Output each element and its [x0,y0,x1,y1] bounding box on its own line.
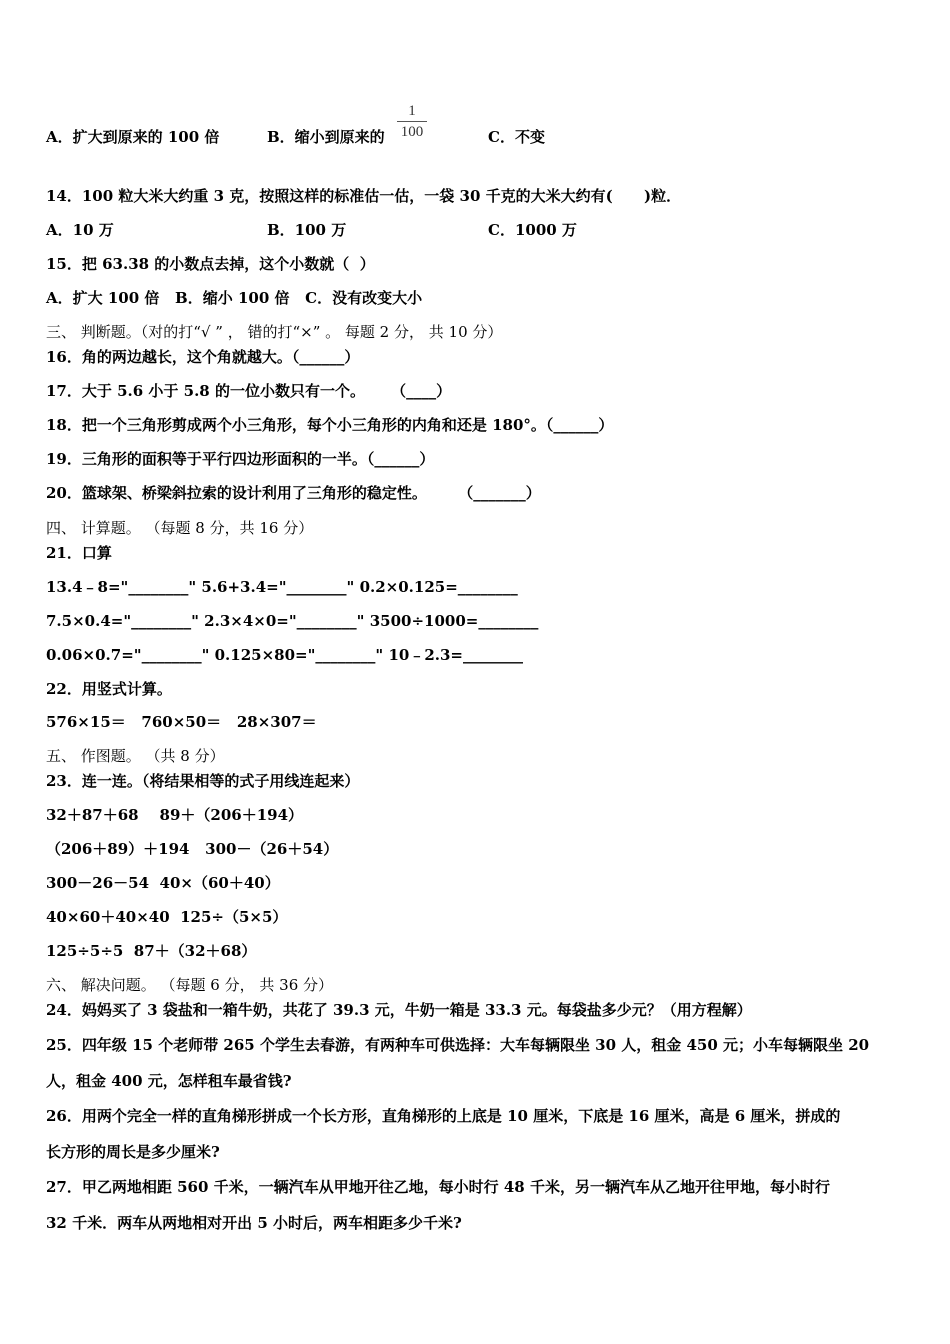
q21-row-1: 13.4﹣8="________" 5.6+3.4="________" 0.2×0.125=________ [46,578,518,596]
q15-options: A．扩大 100 倍 B．缩小 100 倍 C．没有改变大小 [46,289,423,307]
q14-option-c: C．1000 万 [488,221,577,239]
q19: 19．三角形的面积等于平行四边形面积的一半。（______） [46,450,435,468]
q21-title: 21．口算 [46,544,112,562]
q26-line-1: 26．用两个完全一样的直角梯形拼成一个长方形，直角梯形的上底是 10 厘米，下底是 16 厘米，高是 6 厘米，拼成的 [46,1107,841,1125]
q23-title: 23．连一连。（将结果相等的式子用线连起来） [46,772,360,790]
q13-option-b-fraction [397,102,427,141]
fraction-bar [397,121,427,122]
q23-row: 125÷5÷5 87＋（32＋68） [46,942,257,960]
q23-row: 300－26－54 40×（60＋40） [46,874,280,892]
q14-option-b: B．100 万 [267,221,347,239]
q27-line-1: 27．甲乙两地相距 560 千米，一辆汽车从甲地开往乙地，每小时行 48 千米，另一辆汽车从乙地开往甲地，每小时行 [46,1178,830,1196]
q22-title: 22．用竖式计算。 [46,680,172,698]
q13-option-b: B．缩小到原来的 [267,128,385,146]
q20: 20．篮球架、桥梁斜拉索的设计利用了三角形的稳定性。 （_______） [46,484,541,502]
q15-stem: 15．把 63.38 的小数点去掉，这个小数就（ ） [46,255,375,273]
section5-header: 五、 作图题。 （共 8 分） [46,747,225,765]
q27-line-2: 32 千米．两车从两地相对开出 5 小时后，两车相距多少千米? [46,1214,462,1232]
q14-stem: 14．100 粒大米大约重 3 克，按照这样的标准估一估，一袋 30 千克的大米大约有( )粒． [46,187,682,205]
q14-option-a: A．10 万 [46,221,114,239]
section3-header: 三、 判断题。（对的打“√ ” ， 错的打“×” 。 每题 2 分， 共 10 分） [46,323,503,341]
q25-line-1: 25．四年级 15 个老师带 265 个学生去春游，有两种车可供选择：大车每辆限坐 30 人，租金 450 元；小车每辆限坐 20 [46,1036,870,1054]
q26-line-2: 长方形的周长是多少厘米? [46,1143,220,1161]
q23-row: （206＋89）＋194 300－（26＋54） [46,840,339,858]
section6-header: 六、 解决问题。 （每题 6 分， 共 36 分） [46,976,334,994]
q13-option-c: C．不变 [488,128,545,146]
q23-row: 40×60＋40×40 125÷（5×5） [46,908,288,926]
fraction-denominator: 100 [400,124,424,140]
q13-option-a: A．扩大到原来的 100 倍 [46,128,220,146]
q18: 18．把一个三角形剪成两个小三角形，每个小三角形的内角和还是 180°。（______） [46,416,614,434]
q21-row-3: 0.06×0.7="________" 0.125×80="________" 10﹣2.3=________ [46,646,523,664]
q16: 16．角的两边越长，这个角就越大。（______） [46,348,360,366]
section4-header: 四、 计算题。 （每题 8 分，共 16 分） [46,519,314,537]
q22-row: 576×15＝ 760×50＝ 28×307＝ [46,713,317,731]
q17: 17．大于 5.6 小于 5.8 的一位小数只有一个。 （____） [46,382,452,400]
q25-line-2: 人，租金 400 元，怎样租车最省钱? [46,1072,292,1090]
q24: 24．妈妈买了 3 袋盐和一箱牛奶，共花了 39.3 元，牛奶一箱是 33.3 元。每袋盐多少元？（用方程解） [46,1001,752,1019]
q21-row-2: 7.5×0.4="________" 2.3×4×0="________" 3500÷1000=________ [46,612,539,630]
q23-row: 32＋87＋68 89＋（206＋194） [46,806,304,824]
fraction-numerator: 1 [408,103,416,119]
